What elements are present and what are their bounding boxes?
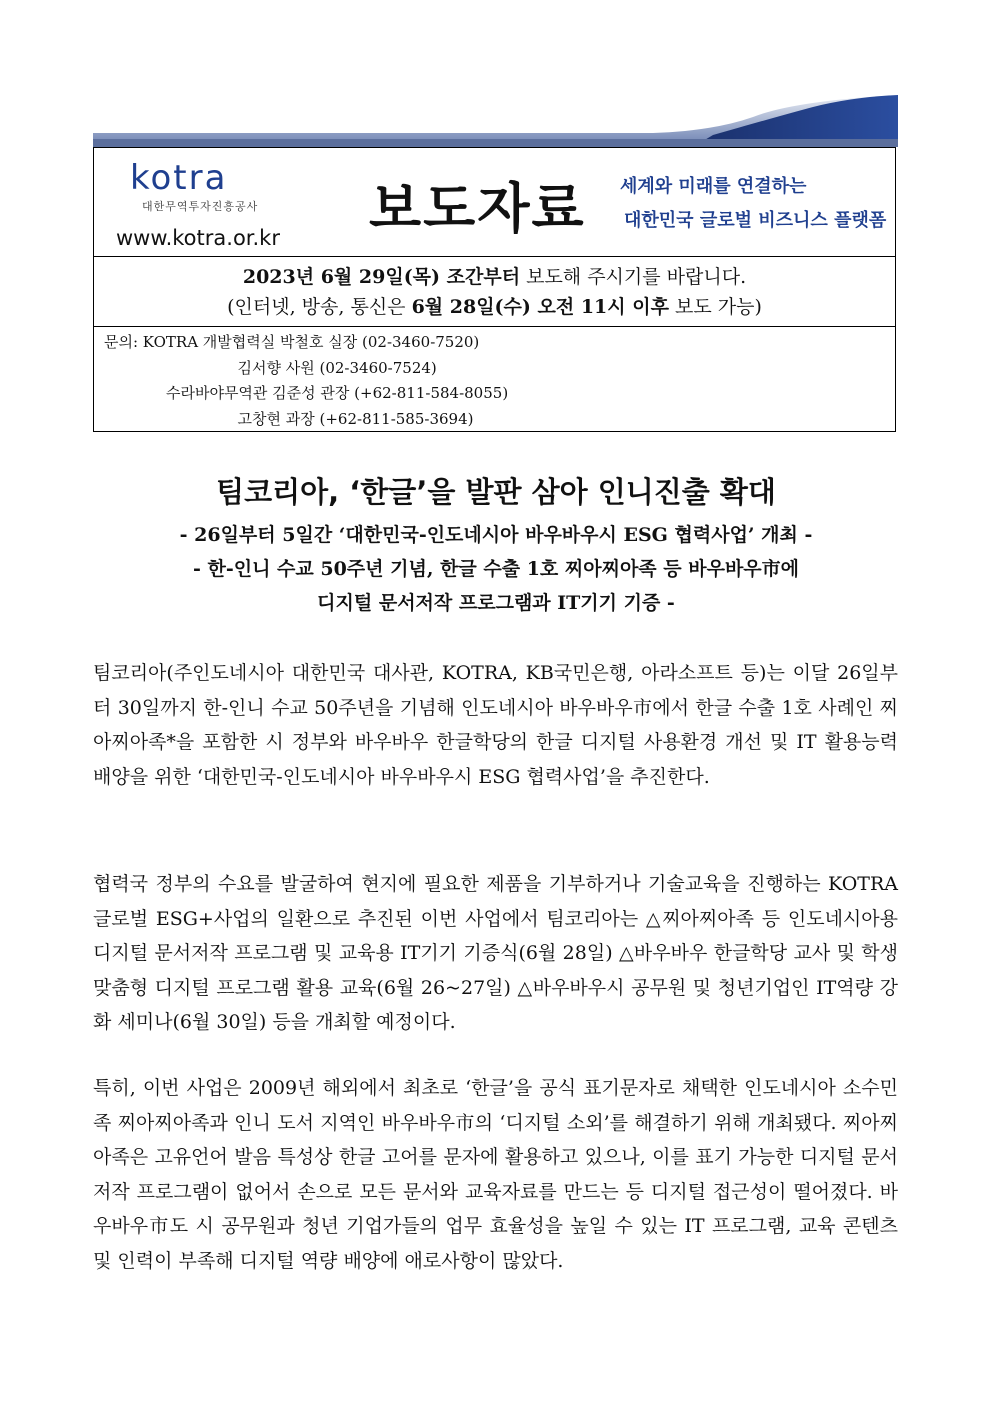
embargo-line-1 — [94, 262, 895, 292]
contact-row: 수라바야무역관 김준성 관장 (+62-811-584-8055) — [104, 384, 509, 402]
contact-row: 김서향 사원 (02-3460-7524) — [104, 358, 437, 377]
slogan — [620, 170, 886, 238]
subheadline: 디지털 문서저작 프로그램과 IT기기 기증 - — [317, 592, 675, 614]
page-title: 보도자료 — [369, 177, 586, 240]
embargo-line-2-post: 보도 가능) — [668, 296, 762, 318]
header-top-section — [94, 148, 895, 257]
body-paragraph: 팀코리아(주인도네시아 대한민국 대사관, KOTRA, KB국민은행, 아라소프트 등)는 이달 26일부터 30일까지 한-인니 수교 50주년을 기념해 인도네시아 바우바우市에서 한글 수출 1호 사례인 찌아찌아족*을 포함한 시 정부와 바우바우 한글학당의 한글 디지털 사용환경 개선 및 IT 활용능력 배양을 위한 ‘대한민국-인도네시아 바우바우시 ESG 협력사업’을 추진한다. — [93, 662, 898, 788]
contact-row: 고창현 과장 (+62-811-585-3694) — [104, 409, 474, 428]
press-release-header — [93, 147, 896, 432]
body-paragraph: 특히, 이번 사업은 2009년 해외에서 최초로 ‘한글’을 공식 표기문자로 채택한 인도네시아 소수민족 찌아찌아족과 인니 도서 지역인 바우바우市의 ‘디지털 소외’를 해결하기 위해 개최됐다. 찌아찌아족은 고유언어 발음 특성상 한글 고어를 문자에 활용하고 있으나, 이를 표기 가능한 디지털 문서저작 프로그램이 없어서 손으로 모든 문서와 교육자료를 만드는 등 디지털 접근성이 떨어졌다. 바우바우市도 시 공무원과 청년 기업가들의 업무 효율성을 높일 수 있는 IT 프로그램, 교육 콘텐츠 및 인력이 부족해 디지털 역량 배양에 애로사항이 많았다. — [93, 1077, 898, 1272]
embargo-line-1-rest: 보도해 주시기를 바랍니다. — [520, 266, 747, 288]
logo-subtitle: 대한무역투자진흥공사 — [142, 200, 259, 213]
kotra-logo — [130, 160, 270, 214]
subheadline: - 26일부터 5일간 ‘대한민국-인도네시아 바우바우시 ESG 협력사업’ 개최 - — [179, 524, 813, 546]
embargo-date: 2023년 6월 29일(목) 조간부터 — [242, 266, 521, 288]
slogan-line-1: 세계와 미래를 연결하는 — [620, 176, 807, 197]
embargo-notice — [94, 256, 895, 327]
body-paragraph: 협력국 정부의 수요를 발굴하여 현지에 필요한 제품을 기부하거나 기술교육을 진행하는 KOTRA 글로벌 ESG+사업의 일환으로 추진된 이번 사업에서 팀코리아는 △찌아찌아족 등 인도네시아용 디지털 문서저작 프로그램 및 교육용 IT기기 기증식(6월 28일) △바우바우 한글학당 교사 및 학생 맞춤형 디지털 프로그램 활용 교육(6월 26~27일) △바우바우시 공무원 및 청년기업인 IT역량 강화 세미나(6월 30일) 등을 개최할 예정이다. — [93, 873, 898, 1033]
slogan-line-2: 대한민국 글로벌 비즈니스 플랫폼 — [624, 210, 887, 231]
subheadline: - 한-인니 수교 50주년 기념, 한글 수출 1호 찌아찌아족 등 바우바우市에 — [192, 558, 800, 580]
headline: 팀코리아, ‘한글’을 발판 삼아 인니진출 확대 — [216, 475, 776, 509]
subheadlines — [0, 518, 992, 620]
embargo-line-2-pre: (인터넷, 방송, 통신은 — [227, 296, 412, 318]
header-decoration-bar — [93, 95, 898, 147]
website-url[interactable]: www.kotra.or.kr — [116, 226, 280, 250]
contact-list — [104, 330, 508, 432]
embargo-line-2 — [94, 292, 895, 322]
embargo-online-time: 6월 28일(수) 오전 11시 이후 — [411, 296, 669, 318]
contact-row: 문의: KOTRA 개발협력실 박철호 실장 (02-3460-7520) — [104, 333, 480, 351]
logo-wordmark: kotra — [130, 158, 228, 198]
